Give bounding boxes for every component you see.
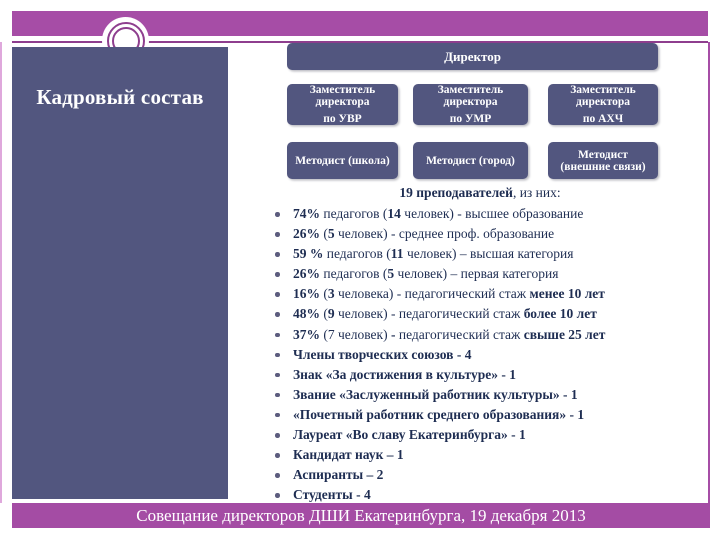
list-item: 59 % педагогов (11 человек) – высшая категория <box>250 244 710 264</box>
stats-heading-rest: , из них: <box>512 185 561 200</box>
footer-bar <box>12 503 710 528</box>
methodist-label: Методист (город) <box>426 154 515 167</box>
org-box-deputy-ahch <box>548 84 658 125</box>
stats-heading-bold: 19 преподавателей <box>399 185 513 200</box>
list-item: 26% педагогов (5 человек) – первая категория <box>250 264 710 284</box>
stats-block <box>250 184 710 505</box>
list-item: 26% (5 человек) - среднее проф. образование <box>250 224 710 244</box>
org-box-methodist-external <box>548 142 658 179</box>
deputy-title: Заместитель директора <box>309 83 376 109</box>
methodist-label: Методист (школа) <box>295 154 390 167</box>
list-item: «Почетный работник среднего образования» - 1 <box>250 405 710 425</box>
list-item: 48% (9 человек) - педагогический стаж более 10 лет <box>250 304 710 324</box>
left-border-line <box>0 42 2 503</box>
deputy-dept: по АХЧ <box>582 112 624 125</box>
org-box-director <box>287 43 658 70</box>
page-title: Кадровый состав <box>36 85 204 109</box>
org-box-deputy-uvr <box>287 84 398 125</box>
list-item: Звание «Заслуженный работник культуры» - 1 <box>250 385 710 405</box>
list-item: 37% (7 человек) - педагогический стаж свыше 25 лет <box>250 325 710 345</box>
deputy-dept: по УВР <box>323 112 362 125</box>
sidebar-panel <box>12 47 228 499</box>
list-item: Кандидат наук – 1 <box>250 445 710 465</box>
stats-heading <box>250 184 710 204</box>
stats-list <box>250 204 710 505</box>
list-item: Знак «За достижения в культуре» - 1 <box>250 365 710 385</box>
methodist-label: Методист (внешние связи) <box>560 148 646 173</box>
list-item: Студенты - 4 <box>250 485 710 505</box>
list-item: 16% (3 человека) - педагогический стаж менее 10 лет <box>250 284 710 304</box>
list-item: Лауреат «Во славу Екатеринбурга» - 1 <box>250 425 710 445</box>
org-box-deputy-umr <box>413 84 528 125</box>
org-box-methodist-school <box>287 142 398 179</box>
list-item: Члены творческих союзов - 4 <box>250 345 710 365</box>
footer-text: Совещание директоров ДШИ Екатеринбурга, 19 декабря 2013 <box>136 505 586 525</box>
list-item: Аспиранты – 2 <box>250 465 710 485</box>
org-box-director-label: Директор <box>444 48 501 64</box>
list-item: 74% педагогов (14 человек) - высшее образование <box>250 204 710 224</box>
deputy-title: Заместитель директора <box>437 83 504 109</box>
deputy-dept: по УМР <box>449 112 492 125</box>
org-box-methodist-city <box>413 142 528 179</box>
deputy-title: Заместитель директора <box>570 83 636 109</box>
